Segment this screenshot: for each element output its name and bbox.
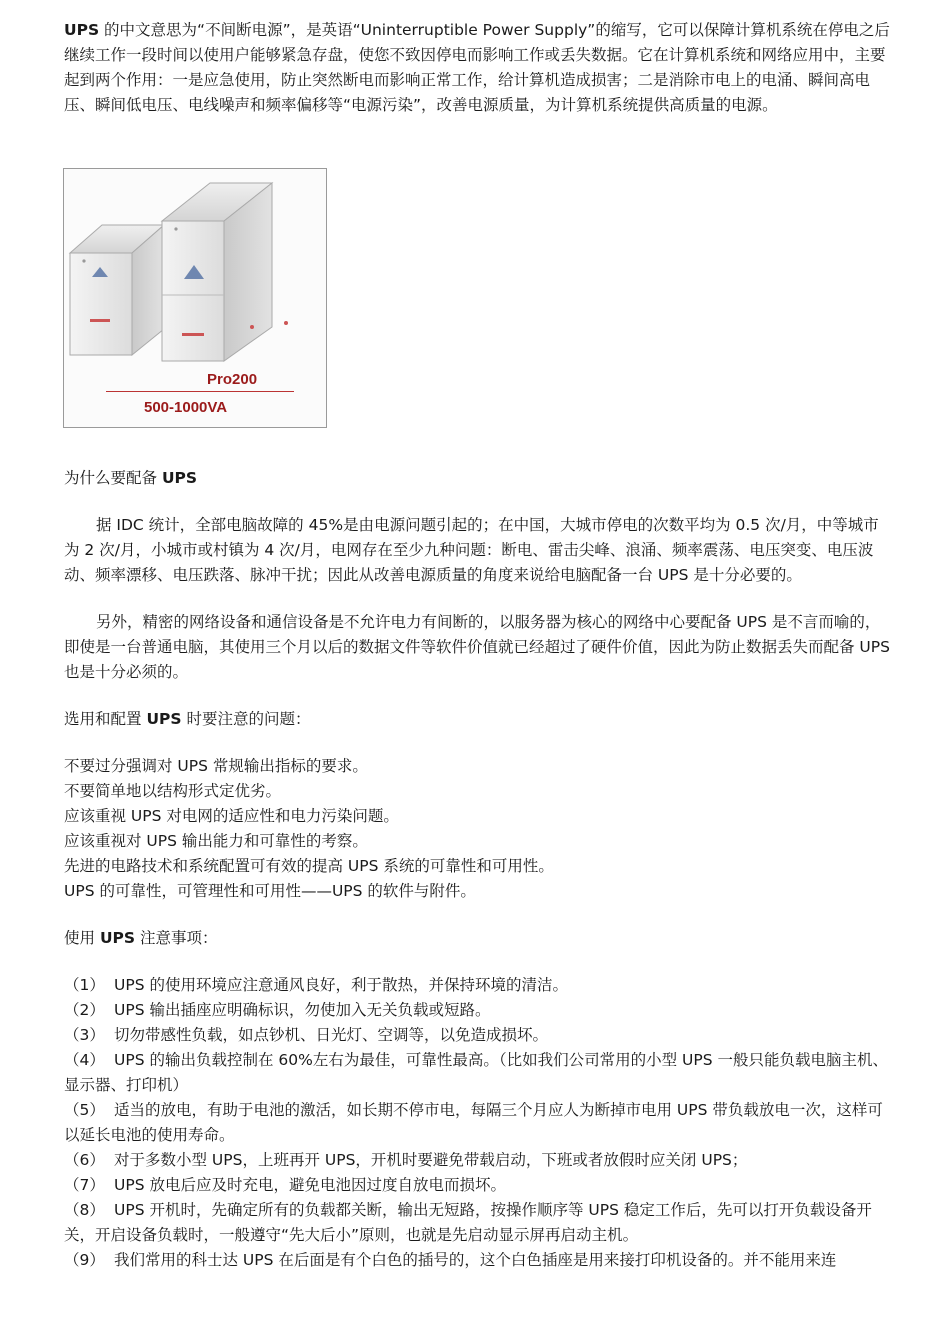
- item-text: UPS 输出插座应明确标识，勿使加入无关负载或短路。: [114, 1001, 491, 1019]
- item-number: （2）: [64, 1001, 105, 1019]
- item-text: UPS 放电后应及时充电，避免电池因过度自放电而损坏。: [114, 1176, 506, 1194]
- ups-product-image: [63, 168, 327, 428]
- choose-list: [64, 754, 890, 904]
- heading-text: 使用: [64, 929, 100, 947]
- ups-units-illustration: [64, 169, 326, 427]
- heading-bold: UPS: [146, 710, 182, 728]
- item-text: UPS 的使用环境应注意通风良好，利于散热，并保持环境的清洁。: [114, 976, 568, 994]
- section-heading-choose: [64, 707, 890, 732]
- list-item: [64, 1023, 890, 1048]
- heading-text: 选用和配置: [64, 710, 147, 728]
- heading-text-suffix: 时要注意的问题：: [181, 710, 311, 728]
- item-text: UPS 的输出负载控制在 60%左右为最佳，可靠性最高。（比如我们公司常用的小型 UPS 一般只能负载电脑主机、显示器、打印机）: [64, 1051, 888, 1094]
- heading-bold: UPS: [99, 929, 136, 947]
- list-item: [64, 998, 890, 1023]
- item-number: （5）: [64, 1101, 105, 1119]
- item-number: （9）: [64, 1251, 105, 1269]
- list-item: 应该重视 UPS 对电网的适应性和电力污染问题。: [64, 807, 399, 825]
- caption-underline: [106, 391, 294, 392]
- heading-text: 为什么要配备: [64, 469, 162, 487]
- item-number: （4）: [64, 1051, 105, 1069]
- intro-lead: UPS: [64, 21, 100, 39]
- list-item: 不要简单地以结构形式定优劣。: [64, 782, 282, 800]
- list-item: [64, 1198, 890, 1248]
- intro-text: 的中文意思为“不间断电源”，是英语“Uninterruptible Power Supply”的缩写，它可以保障计算机系统在停电之后继续工作一段时间以使用户能够紧急存盘，使您不致因停电而影响工作或丢失数据。它在计算机系统和网络应用中，主要起到两个作用：一是应急使用，防止突然断电而影响正常工作，给计算机造成损害；二是消除市电上的电涌、瞬间高电压、瞬间低电压、电线噪声和频率偏移等“电源污染”，改善电源质量，为计算机系统提供高质量的电源。: [64, 21, 890, 114]
- product-model-label: Pro200: [207, 371, 258, 388]
- list-item: UPS 的可靠性，可管理性和可用性——UPS 的软件与附件。: [64, 882, 476, 900]
- section-heading-why: [64, 466, 890, 491]
- heading-text-suffix: 注意事项：: [135, 929, 218, 947]
- item-text: 切勿带感性负载，如点钞机、日光灯、空调等，以免造成损坏。: [114, 1026, 549, 1044]
- item-number: （3）: [64, 1026, 105, 1044]
- list-item: [64, 1248, 890, 1273]
- use-list: [64, 973, 890, 1273]
- list-item: [64, 973, 890, 998]
- product-capacity-label: 500-1000VA: [144, 399, 228, 416]
- item-number: （1）: [64, 976, 105, 994]
- item-text: UPS 开机时，先确定所有的负载都关断，输出无短路，按操作顺序等 UPS 稳定工作后，先可以打开负载设备开关，开启设备负载时，一般遵守“先大后小”原则，也就是先启动显示屏再启动主机。: [64, 1201, 872, 1244]
- item-text: 适当的放电，有助于电池的激活，如长期不停市电，每隔三个月应人为断掉市电用 UPS 带负载放电一次，这样可以延长电池的使用寿命。: [64, 1101, 883, 1144]
- list-item: 不要过分强调对 UPS 常规输出指标的要求。: [64, 757, 368, 775]
- list-item: [64, 1048, 890, 1098]
- list-item: 先进的电路技术和系统配置可有效的提高 UPS 系统的可靠性和可用性。: [64, 857, 554, 875]
- item-number: （8）: [64, 1201, 105, 1219]
- document-page: [64, 18, 890, 1273]
- item-number: （6）: [64, 1151, 105, 1169]
- why-paragraph-2: 另外，精密的网络设备和通信设备是不允许电力有间断的，以服务器为核心的网络中心要配备 UPS 是不言而喻的，即使是一台普通电脑，其使用三个月以后的数据文件等软件价值就已经超过了硬件价值，因此为防止数据丢失而配备 UPS 也是十分必须的。: [64, 613, 890, 681]
- list-item: 应该重视对 UPS 输出能力和可靠性的考察。: [64, 832, 368, 850]
- item-text: 对于多数小型 UPS，上班再开 UPS，开机时要避免带载启动，下班或者放假时应关闭 UPS；: [114, 1151, 748, 1169]
- item-text: 我们常用的科士达 UPS 在后面是有个白色的插号的，这个白色插座是用来接打印机设备的。并不能用来连: [114, 1251, 837, 1269]
- section-heading-use: [64, 926, 890, 951]
- item-number: （7）: [64, 1176, 105, 1194]
- intro-paragraph: [64, 18, 890, 118]
- list-item: [64, 1173, 890, 1198]
- why-paragraph-1: 据 IDC 统计，全部电脑故障的 45%是由电源问题引起的；在中国，大城市停电的次数平均为 0.5 次/月，中等城市为 2 次/月，小城市或村镇为 4 次/月，电网存在至少九种问题：断电、雷击尖峰、浪涌、频率震荡、电压突变、电压波动、频率漂移、电压跌落、脉冲干扰；因此从改善电源质量的角度来说给电脑配备一台 UPS 是十分必要的。: [64, 516, 879, 584]
- heading-bold: UPS: [161, 469, 198, 487]
- list-item: [64, 1148, 890, 1173]
- list-item: [64, 1098, 890, 1148]
